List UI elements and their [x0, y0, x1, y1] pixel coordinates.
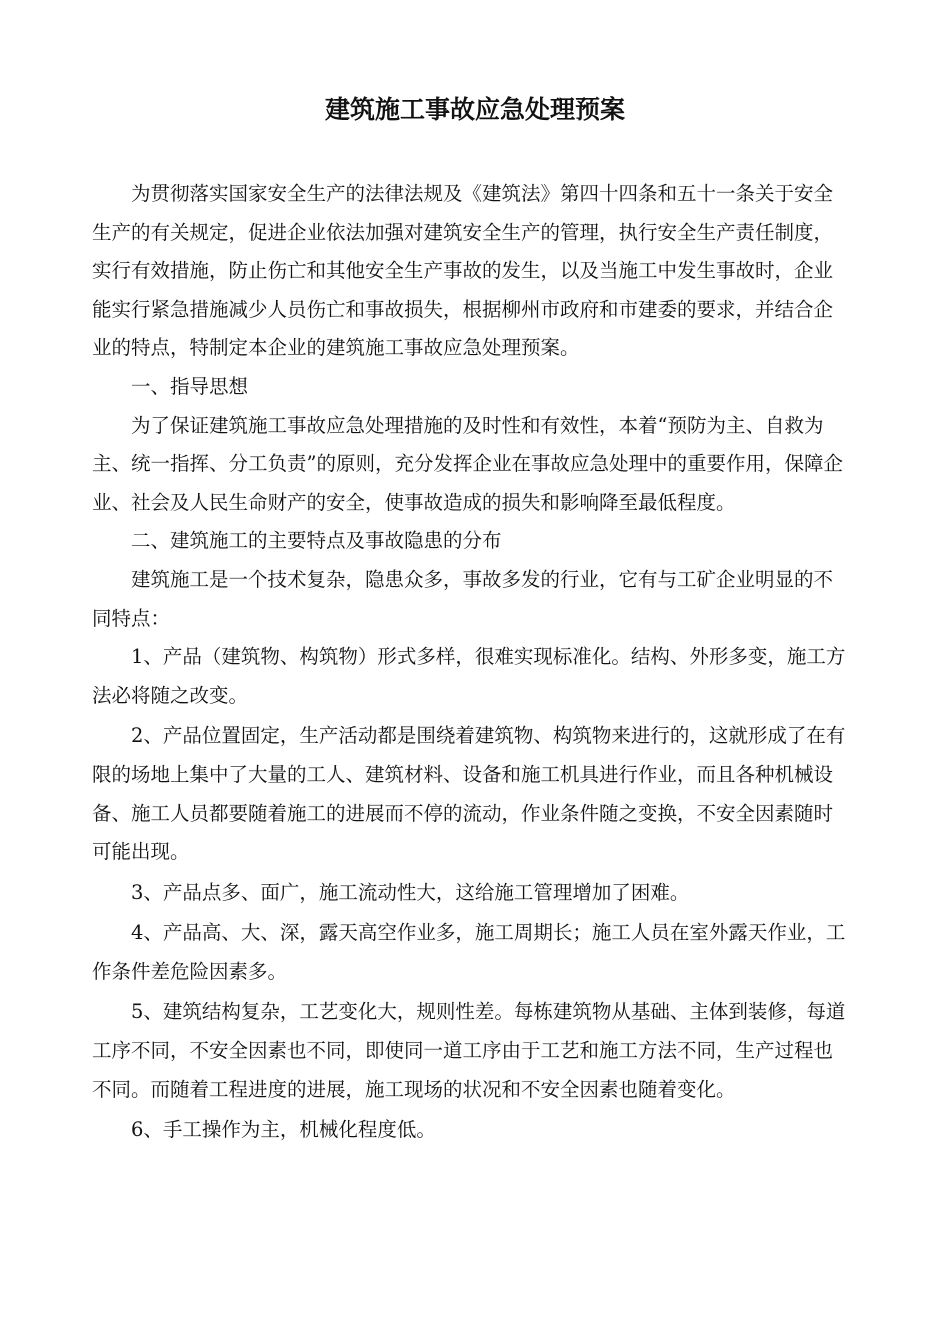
list-item-feature-4: 4、产品高、大、深，露天高空作业多，施工周期长；施工人员在室外露天作业，工作条件差危险因素多。 — [92, 921, 846, 983]
paragraph-guiding-thought: 为了保证建筑施工事故应急处理措施的及时性和有效性，本着“预防为主、自救为主、统一指挥、分工负责”的原则，充分发挥企业在事故应急处理中的重要作用，保障企业、社会及人民生命财产的安全，使事故造成的损失和影响降至最低程度。 — [92, 413, 843, 514]
list-item-feature-1: 1、产品（建筑物、构筑物）形式多样，很难实现标准化。结构、外形多变，施工方法必将随之改变。 — [92, 645, 846, 707]
document-title: 建筑施工事故应急处理预案 — [324, 95, 625, 124]
paragraph-features-intro: 建筑施工是一个技术复杂，隐患众多，事故多发的行业，它有与工矿企业明显的不同特点： — [92, 567, 834, 630]
list-item-feature-5: 5、建筑结构复杂，工艺变化大，规则性差。每栋建筑物从基础、主体到装修，每道工序不同，不安全因素也不同，即使同一道工序由于工艺和施工方法不同，生产过程也不同。而随着工程进度的进展，施工现场的状况和不安全因素也随着变化。 — [92, 1000, 846, 1101]
list-item-feature-3: 3、产品点多、面广，施工流动性大，这给施工管理增加了困难。 — [131, 880, 690, 904]
paragraph-intro: 为贯彻落实国家安全生产的法律法规及《建筑法》第四十四条和五十一条关于安全生产的有关规定，促进企业依法加强对建筑安全生产的管理，执行安全生产责任制度，实行有效措施，防止伤亡和其他安全生产事故的发生，以及当施工中发生事故时，企业能实行紧急措施减少人员伤亡和事故损失，根据柳州市政府和市建委的要求，并结合企业的特点，特制定本企业的建筑施工事故应急处理预案。 — [92, 182, 834, 360]
section-heading-construction-features: 二、建筑施工的主要特点及事故隐患的分布 — [131, 529, 502, 553]
list-item-feature-2: 2、产品位置固定，生产活动都是围绕着建筑物、构筑物来进行的，这就形成了在有限的场地上集中了大量的工人、建筑材料、设备和施工机具进行作业，而且各种机械设备、施工人员都要随着施工的进展而不停的流动，作业条件随之变换，不安全因素随时可能出现。 — [92, 724, 846, 864]
list-item-feature-6: 6、手工操作为主，机械化程度低。 — [131, 1118, 436, 1142]
document-body — [92, 175, 852, 1150]
section-heading-guiding-thought: 一、指导思想 — [131, 374, 249, 398]
